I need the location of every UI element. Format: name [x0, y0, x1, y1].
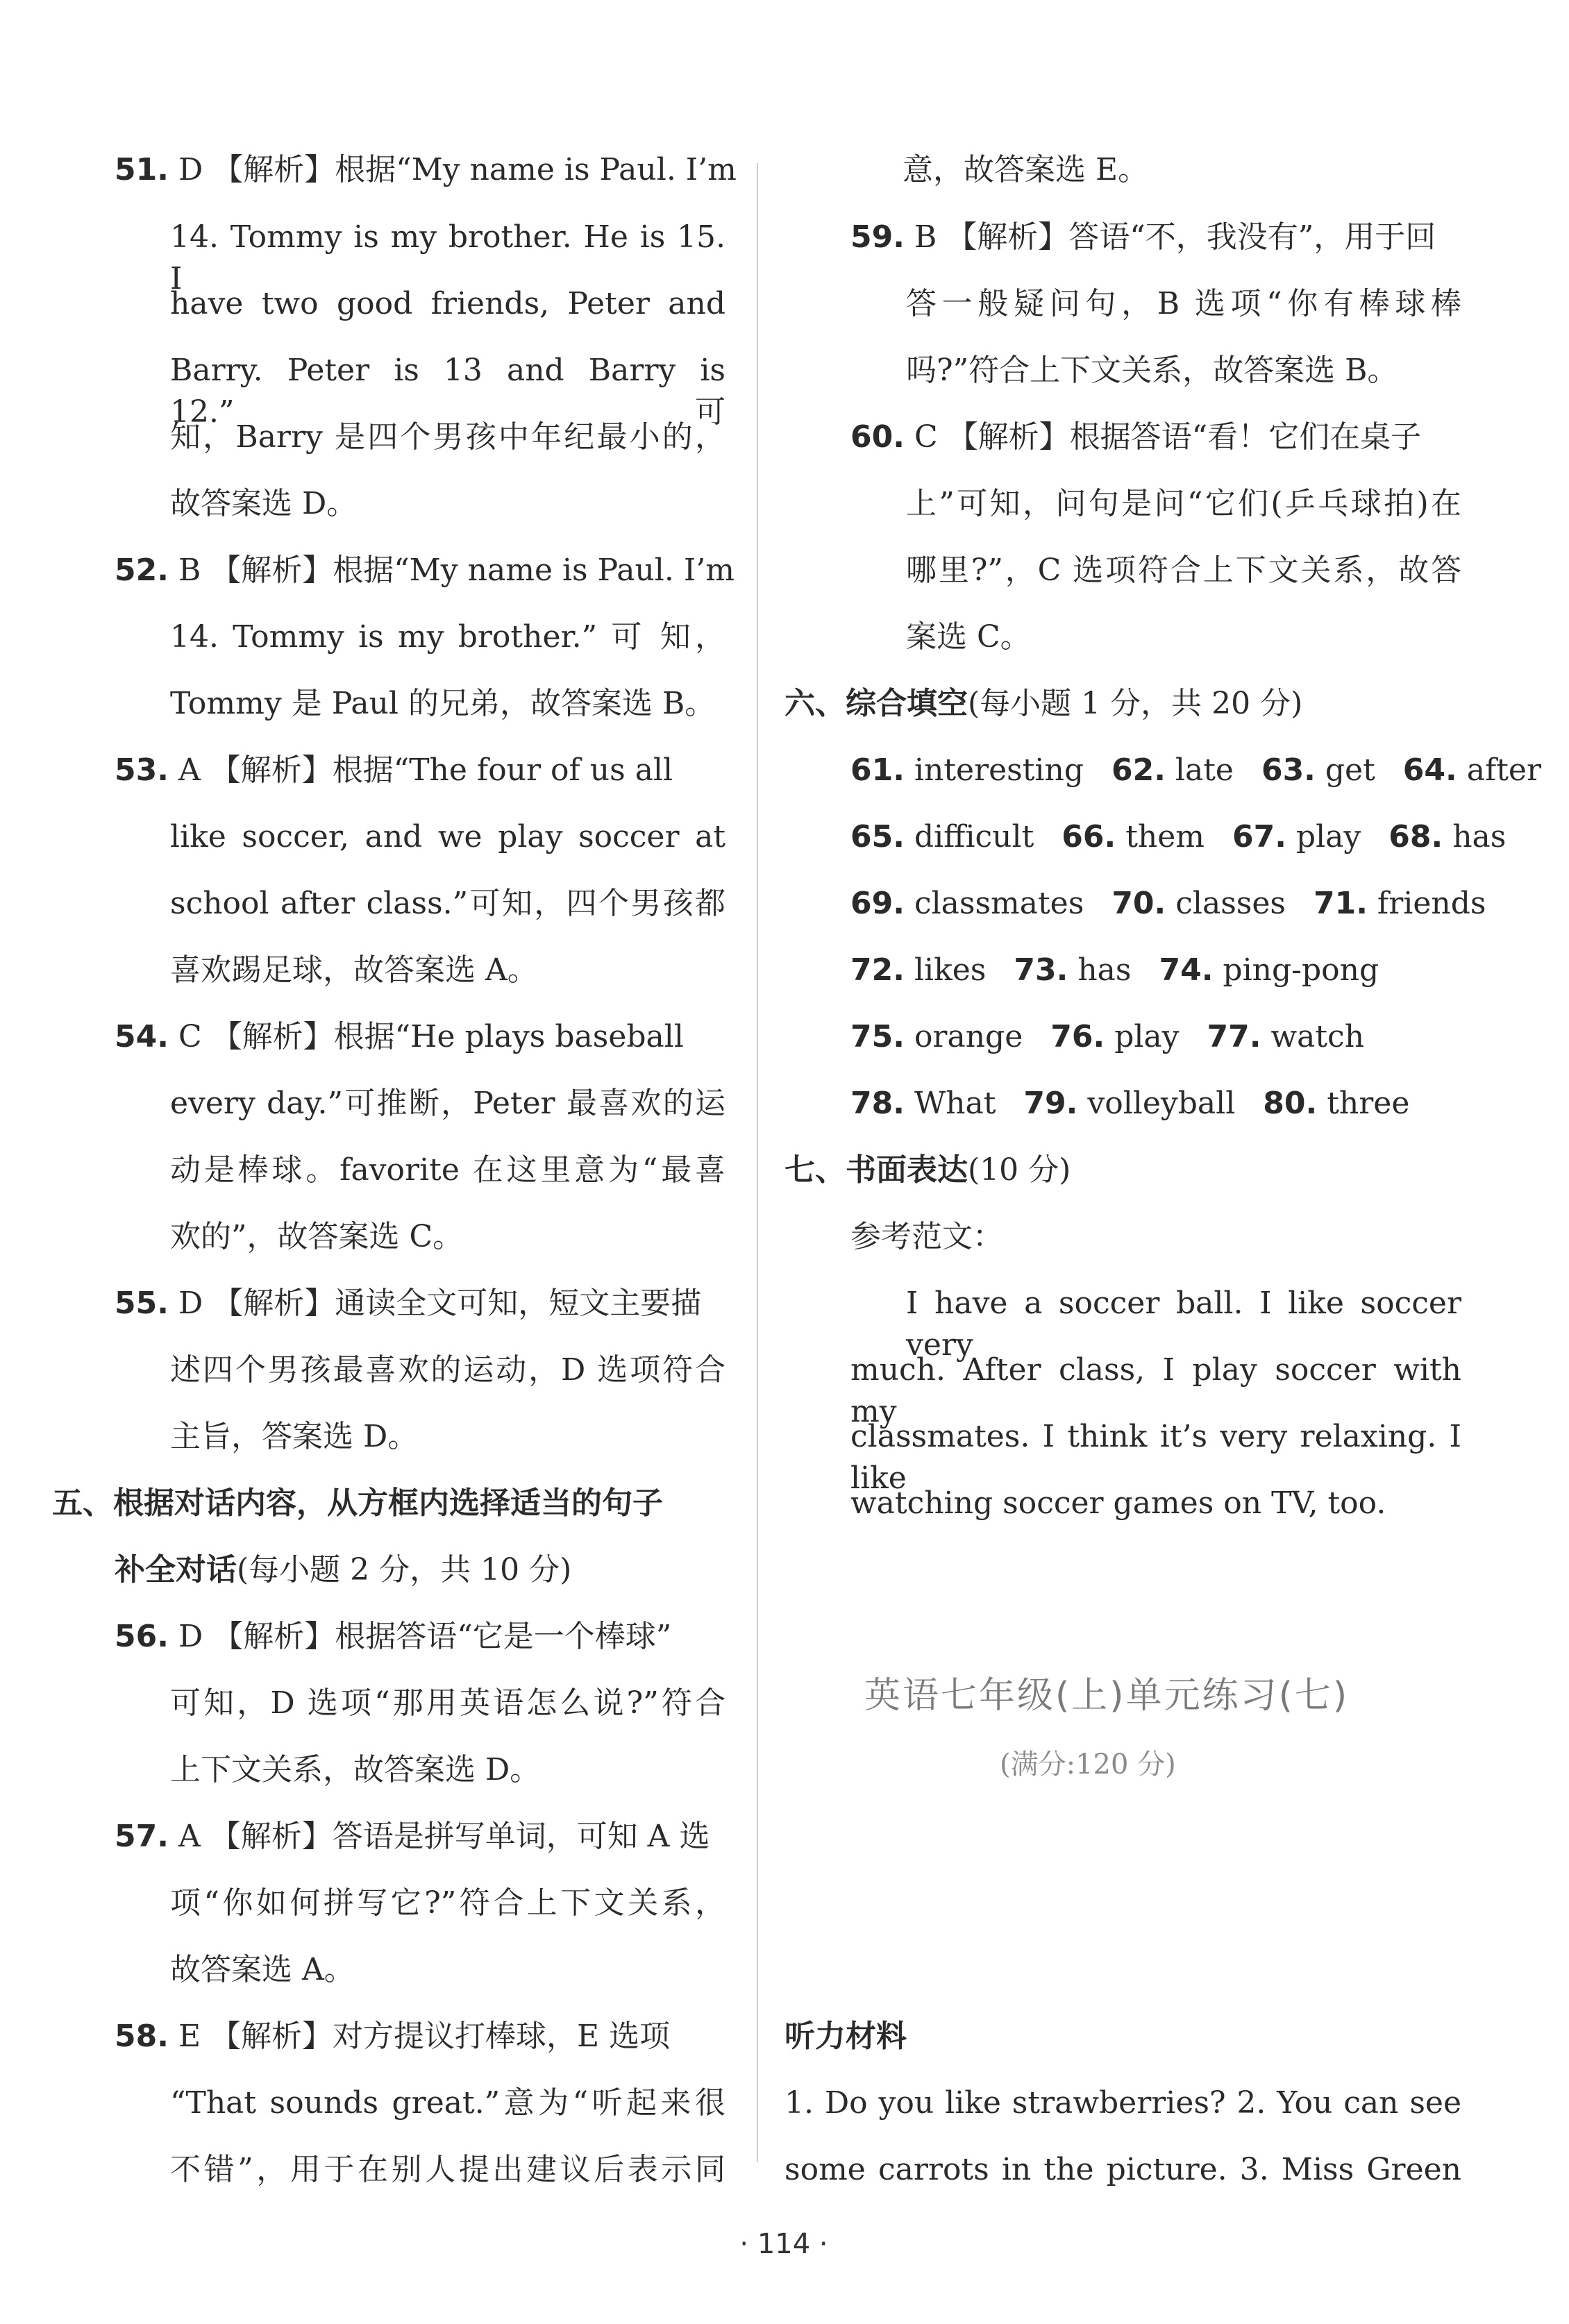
page-number: · 114 ·: [739, 2228, 828, 2260]
line-text: 可知，D 选项“那用英语怎么说?”符合: [170, 1685, 725, 1721]
answer-number: 73.: [1014, 952, 1068, 988]
answer-word: interesting: [904, 752, 1084, 788]
text-line: [906, 616, 1031, 658]
answer-word: play: [1105, 1019, 1180, 1054]
answer-number: 74.: [1159, 952, 1214, 988]
text-line: [115, 2016, 670, 2057]
text-line: [170, 217, 725, 296]
question-number: 53.: [115, 752, 169, 788]
answer-item: [1263, 1086, 1409, 1121]
text-line: [115, 1016, 684, 1058]
text-line: [170, 1083, 725, 1125]
line-text: A 【解析】答语是拼写单词，可知 A 选: [168, 1819, 710, 1854]
line-text: B 【解析】答语“不，我没有”，用于回: [904, 219, 1436, 255]
text-line: [850, 816, 1534, 858]
answer-item: [1062, 819, 1205, 854]
section-note: (每小题 1 分，共 20 分): [968, 686, 1303, 721]
text-line: [170, 683, 715, 725]
text-line: [906, 550, 1461, 591]
answer-number: 63.: [1261, 752, 1316, 788]
answer-number: 71.: [1313, 886, 1368, 921]
section-heading: 六、综合填空: [784, 686, 968, 721]
text-line: [784, 2082, 1461, 2124]
answer-item: [1403, 752, 1541, 788]
unit-title: 英语七年级(上)单元练习(七): [864, 1675, 1350, 1717]
answer-word: late: [1165, 752, 1234, 788]
answer-word: classmates: [904, 886, 1084, 921]
text-line: [850, 416, 1421, 458]
line-text: 主旨，答案选 D。: [170, 1419, 419, 1454]
answer-number: 69.: [850, 886, 905, 921]
answer-number: 76.: [1050, 1019, 1105, 1054]
answer-item: [1232, 819, 1361, 854]
answer-number: 67.: [1232, 819, 1286, 854]
line-text: 上下文关系，故答案选 D。: [170, 1752, 541, 1787]
answer-word: after: [1457, 752, 1541, 788]
text-line: [170, 2082, 725, 2124]
line-text: I have a soccer ball. I like soccer very: [906, 1286, 1461, 1363]
answer-item: [1014, 952, 1131, 988]
text-line: [170, 1349, 725, 1391]
text-line: [906, 483, 1461, 525]
text-line: [850, 883, 1513, 925]
answer-item: [1050, 1019, 1179, 1054]
text-line: [170, 883, 725, 925]
answer-item: [850, 819, 1034, 854]
unit-subtitle: (满分:120 分): [1000, 1749, 1176, 1780]
line-text: 案选 C。: [906, 619, 1031, 655]
question-number: 59.: [850, 219, 905, 255]
text-line: [784, 1150, 1071, 1191]
question-number: 57.: [115, 1819, 169, 1854]
answer-word: them: [1116, 819, 1205, 854]
text-line: [170, 283, 725, 325]
text-line: [115, 1549, 571, 1591]
answer-number: 80.: [1263, 1086, 1318, 1121]
text-line: [170, 950, 538, 991]
text-line: [115, 1616, 671, 1658]
text-line: [170, 1949, 355, 1991]
text-line: [850, 1416, 1461, 1496]
section-note: (每小题 2 分，共 10 分): [237, 1552, 572, 1588]
answer-item: [1314, 886, 1486, 921]
question-number: 54.: [115, 1019, 169, 1054]
answer-number: 75.: [850, 1019, 905, 1054]
text-line: [784, 683, 1302, 725]
answer-word: play: [1286, 819, 1361, 854]
answer-number: 62.: [1111, 752, 1166, 788]
answer-item: [1111, 886, 1286, 921]
answer-item: [1111, 752, 1234, 788]
text-line: [170, 350, 725, 430]
answer-number: 77.: [1207, 1019, 1261, 1054]
line-text: 不错”，用于在别人提出建议后表示同: [170, 2152, 725, 2187]
answer-word: likes: [904, 952, 987, 988]
line-text: 故答案选 D。: [170, 486, 358, 521]
text-line: [115, 149, 737, 191]
answer-word: watch: [1261, 1019, 1365, 1054]
text-line: [906, 350, 1398, 391]
answer-item: [850, 752, 1084, 788]
text-line: [850, 1216, 1003, 1258]
answer-number: 72.: [850, 952, 905, 988]
line-text: Barry. Peter is 13 and Barry is 12.”可: [170, 353, 725, 430]
answer-word: difficult: [904, 819, 1034, 854]
line-text: school after class.”可知，四个男孩都: [170, 886, 725, 921]
question-number: 56.: [115, 1619, 169, 1654]
text-line: [115, 1283, 701, 1324]
text-line: [115, 1816, 710, 1858]
text-line: [850, 750, 1569, 791]
text-line: [850, 1016, 1392, 1058]
text-line: [784, 2149, 1461, 2191]
text-line: [170, 816, 725, 858]
answer-item: [1023, 1086, 1235, 1121]
text-line: [170, 416, 725, 458]
section-heading: 补全对话: [115, 1552, 237, 1588]
text-line: [170, 1883, 725, 1924]
line-text: some carrots in the picture. 3. Miss Green: [784, 2152, 1461, 2187]
answer-item: [850, 1019, 1023, 1054]
answer-word: get: [1315, 752, 1375, 788]
line-text: 喜欢踢足球，故答案选 A。: [170, 952, 538, 988]
answer-number: 66.: [1062, 819, 1116, 854]
line-text: 答一般疑问句，B 选项“你有棒球棒: [906, 286, 1461, 321]
line-text: D 【解析】通读全文可知，短文主要描: [168, 1286, 702, 1321]
text-line: [170, 2149, 725, 2191]
line-text: 参考范文：: [850, 1219, 1003, 1254]
section-heading: 七、书面表达: [784, 1152, 968, 1188]
text-line: [170, 1216, 463, 1258]
answer-number: 61.: [850, 752, 905, 788]
line-text: like soccer, and we play soccer at: [170, 819, 725, 854]
section-heading: 五、根据对话内容，从方框内选择适当的句子: [52, 1485, 663, 1521]
line-text: much. After class, I play soccer with my: [850, 1352, 1461, 1429]
text-line: [850, 1083, 1437, 1125]
line-text: B 【解析】根据“My name is Paul. I’m: [168, 553, 735, 588]
line-text: D 【解析】根据答语“它是一个棒球”: [168, 1619, 672, 1654]
line-text: 知，Barry 是四个男孩中年纪最小的，: [170, 419, 725, 455]
text-line: [170, 1683, 725, 1724]
line-text: 14. Tommy is my brother.” 可 知，: [170, 619, 725, 655]
question-number: 58.: [115, 2019, 169, 2054]
line-text: 上”可知，问句是问“它们(乒乓球拍)在: [906, 486, 1461, 521]
line-text: “That sounds great.”意为“听起来很: [170, 2085, 725, 2121]
answer-item: [850, 886, 1084, 921]
line-text: C 【解析】根据“He plays baseball: [168, 1019, 684, 1054]
section-note: (10 分): [968, 1152, 1071, 1188]
text-line: [115, 550, 735, 591]
line-text: D 【解析】根据“My name is Paul. I’m: [168, 152, 737, 187]
answer-word: volleyball: [1077, 1086, 1236, 1121]
line-text: 吗?”符合上下文关系，故答案选 B。: [906, 353, 1398, 388]
section-heading: 听力材料: [784, 2019, 907, 2054]
text-line: [170, 616, 725, 658]
text-line: [115, 750, 673, 791]
line-text: 14. Tommy is my brother. He is 15. I: [170, 219, 725, 296]
answer-number: 79.: [1023, 1086, 1078, 1121]
text-line: [850, 1349, 1461, 1429]
text-line: [170, 1150, 725, 1191]
answer-number: 68.: [1388, 819, 1443, 854]
line-text: 述四个男孩最喜欢的运动，D 选项符合: [170, 1352, 725, 1388]
text-line: [906, 283, 1461, 325]
answer-number: 64.: [1402, 752, 1457, 788]
text-line: [170, 483, 357, 525]
line-text: 故答案选 A。: [170, 1952, 355, 1987]
text-line: [906, 1283, 1461, 1363]
line-text: 哪里?”，C 选项符合上下文关系，故答: [906, 553, 1461, 588]
answer-word: What: [904, 1086, 996, 1121]
line-text: watching soccer games on TV, too.: [850, 1485, 1386, 1521]
line-text: C 【解析】根据答语“看！它们在桌子: [904, 419, 1422, 455]
line-text: have two good friends, Peter and: [170, 286, 725, 321]
answer-word: three: [1317, 1086, 1410, 1121]
question-number: 55.: [115, 1286, 169, 1321]
line-text: 欢的”，故答案选 C。: [170, 1219, 464, 1254]
answer-item: [850, 1086, 996, 1121]
answer-word: has: [1443, 819, 1507, 854]
line-text: 动是棒球。favorite 在这里意为“最喜: [170, 1152, 725, 1188]
line-text: every day.”可推断，Peter 最喜欢的运: [170, 1086, 725, 1121]
line-text: A 【解析】根据“The four of us all: [168, 752, 673, 788]
answer-number: 78.: [850, 1086, 905, 1121]
text-line: [170, 1416, 418, 1458]
line-text: classmates. I think it’s very relaxing. I like: [850, 1419, 1461, 1496]
answer-item: [1388, 819, 1506, 854]
answer-word: ping-pong: [1213, 952, 1379, 988]
text-line: [850, 217, 1436, 258]
line-text: 意，故答案选 E。: [903, 152, 1149, 187]
answer-item: [850, 952, 986, 988]
answer-word: orange: [904, 1019, 1023, 1054]
column-divider: [757, 163, 758, 2162]
text-line: [850, 1483, 1386, 1524]
answer-word: classes: [1166, 886, 1286, 921]
line-text: E 【解析】对方提议打棒球，E 选项: [168, 2019, 671, 2054]
text-line: [52, 1483, 663, 1524]
line-text: Tommy 是 Paul 的兄弟，故答案选 B。: [170, 686, 716, 721]
text-line: [850, 950, 1407, 991]
answer-word: has: [1068, 952, 1132, 988]
answer-word: friends: [1367, 886, 1486, 921]
text-line: [903, 149, 1148, 191]
question-number: 60.: [850, 419, 905, 455]
answer-item: [1261, 752, 1375, 788]
answer-number: 65.: [850, 819, 905, 854]
answer-item: [1159, 952, 1379, 988]
line-text: 项“你如何拼写它?”符合上下文关系，: [170, 1885, 725, 1921]
question-number: 52.: [115, 553, 169, 588]
question-number: 51.: [115, 152, 169, 187]
answer-number: 70.: [1111, 886, 1166, 921]
answer-item: [1207, 1019, 1365, 1054]
text-line: [170, 1749, 540, 1791]
text-line: [784, 2016, 907, 2057]
line-text: 1. Do you like strawberries? 2. You can see: [784, 2085, 1461, 2121]
